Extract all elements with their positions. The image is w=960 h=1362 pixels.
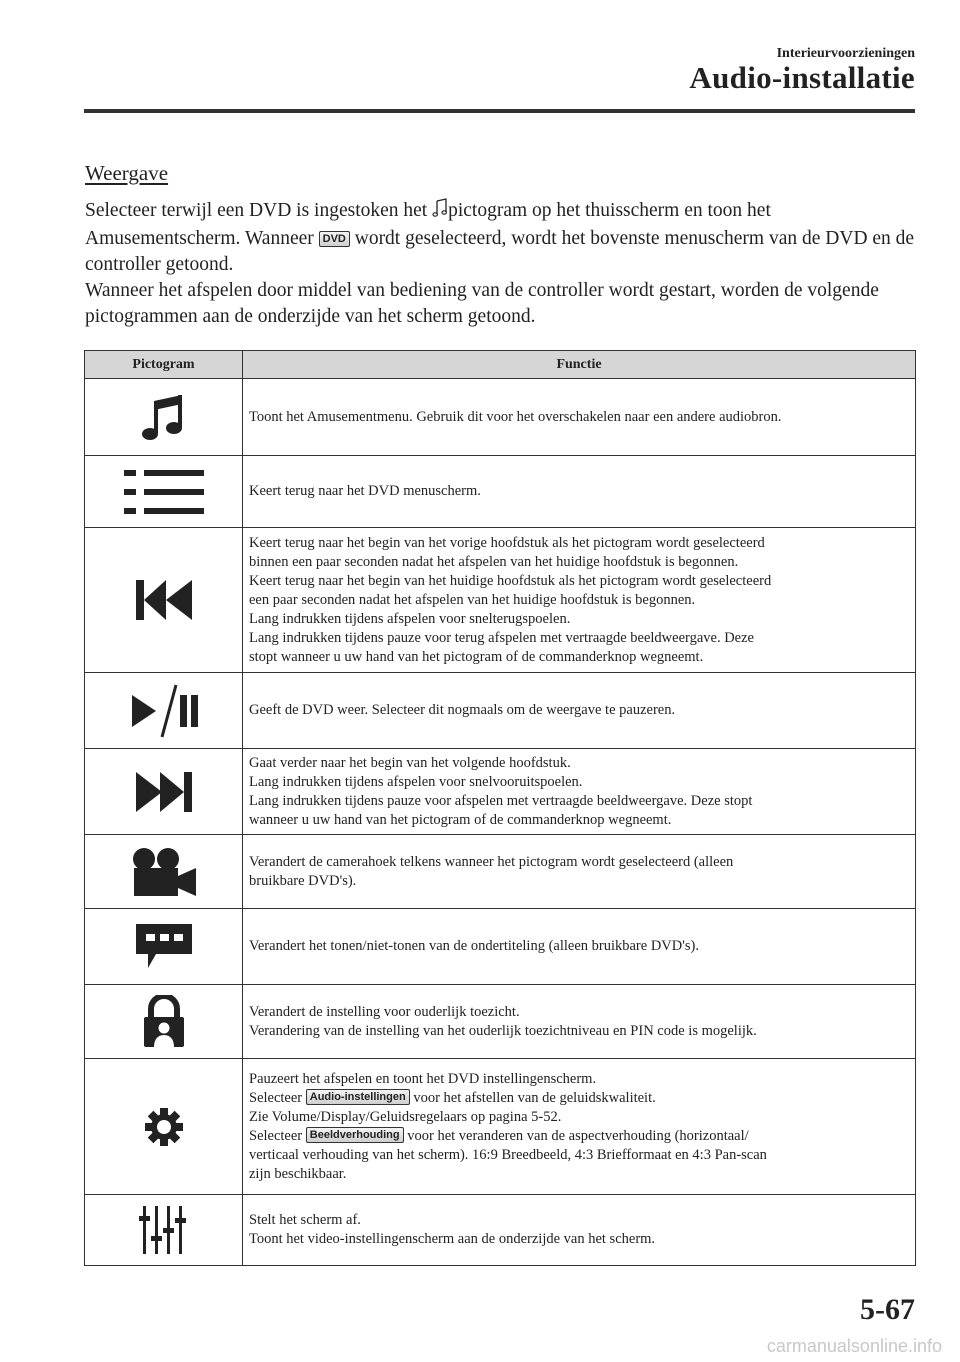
- settings-gear-icon: [144, 1107, 184, 1147]
- table-row: [85, 379, 916, 456]
- subtitle-icon: [136, 924, 192, 970]
- aspect-ratio-button-chip: Beeldverhouding: [306, 1127, 404, 1143]
- intro-paragraph-2: Wanneer het afspelen door middel van bediening van de controller wordt gestart, worden de volgende pictogrammen aan de onderzijde van het scherm getoond.: [85, 280, 879, 327]
- header-divider: [84, 109, 915, 113]
- page-number: 5-67: [860, 1293, 915, 1326]
- header-category: Interieurvoorzieningen: [776, 46, 915, 61]
- watermark: carmanualsonline.info: [766, 1336, 942, 1356]
- function-text: Pauzeert het afspelen en toont het DVD instellingenscherm. Selecteer Audio-instellingen voor het afstellen van de geluidskwaliteit. Zie Volume/Display/Geluidsregelaars op pagina 5-52. Selecteer Beeldverhouding voor het veranderen van de aspectverhouding (horizontaal/ verticaal verhouding van het scherm). 16:9 Breedbeeld, 4:3 Briefformaat en 4:3 Pan-scan zijn beschikbaar.: [243, 1059, 916, 1195]
- play-pause-icon: [128, 683, 200, 739]
- audio-settings-button-chip: Audio-instellingen: [306, 1089, 410, 1105]
- camera-angle-icon: [130, 846, 198, 898]
- table-row: [85, 749, 916, 835]
- col-header-function: Functie: [243, 351, 916, 379]
- function-text: Verandert de camerahoek telkens wanneer het pictogram wordt geselecteerd (alleen bruikbare DVD's).: [243, 835, 916, 909]
- list-menu-icon: [124, 468, 204, 516]
- table-row: [85, 1059, 916, 1195]
- function-text: Verandert de instelling voor ouderlijk toezicht. Verandering van de instelling van het ouderlijk toezichtniveau en PIN code is mogelijk.: [243, 985, 916, 1059]
- display-adjust-icon: [139, 1206, 189, 1254]
- table-row: [85, 835, 916, 909]
- skip-next-icon: [136, 772, 192, 812]
- function-text: Toont het Amusementmenu. Gebruik dit voor het overschakelen naar een andere audiobron.: [243, 379, 916, 456]
- table-header-row: [85, 351, 916, 379]
- function-text: Keert terug naar het begin van het vorige hoofdstuk als het pictogram wordt geselecteerd binnen een paar seconden nadat het afspelen van het huidige hoofdstuk is begonnen. Keert terug naar het begin van het huidige hoofdstuk als het pictogram wordt geselecteerd een paar seconden nadat het afspelen van het huidige hoofdstuk is begonnen. Lang indrukken tijdens afspelen voor snelterugspoelen. Lang indrukken tijdens pauze voor terug afspelen met vertraagde beeldweergave. Deze stopt wanneer u uw hand van het pictogram of de commanderknop wegneemt.: [243, 528, 916, 673]
- table-row: [85, 456, 916, 528]
- intro-text: [85, 198, 915, 330]
- music-note-icon: [432, 198, 448, 226]
- dvd-button-chip: DVD: [319, 231, 350, 247]
- col-header-icon: Pictogram: [85, 351, 243, 379]
- header-title: Audio-installatie: [689, 60, 915, 95]
- section-title: Weergave: [85, 161, 169, 185]
- table-row: [85, 1195, 916, 1266]
- music-note-icon: [140, 391, 188, 443]
- skip-previous-icon: [136, 580, 192, 620]
- function-text: Geeft de DVD weer. Selecteer dit nogmaals om de weergave te pauzeren.: [243, 673, 916, 749]
- intro-paragraph-1: Selecteer terwijl een DVD is ingestoken het pictogram op het thuisscherm en toon het Amusementscherm. Wanneer DVD wordt geselecteerd, wordt het bovenste menuscherm van de DVD en de controller getoond.: [85, 200, 915, 275]
- table-row: [85, 673, 916, 749]
- parental-lock-icon: [142, 995, 186, 1049]
- function-text: Keert terug naar het DVD menuscherm.: [243, 456, 916, 528]
- table-row: [85, 985, 916, 1059]
- table-row: [85, 909, 916, 985]
- function-text: Gaat verder naar het begin van het volgende hoofdstuk. Lang indrukken tijdens afspelen voor snelvooruitspoelen. Lang indrukken tijdens pauze voor afspelen met vertraagde beeldweergave. Deze stopt wanneer u uw hand van het pictogram of de commanderknop wegneemt.: [243, 749, 916, 835]
- function-text: Stelt het scherm af. Toont het video-instellingenscherm aan de onderzijde van het scherm.: [243, 1195, 916, 1266]
- table-row: [85, 528, 916, 673]
- function-text: Verandert het tonen/niet-tonen van de ondertiteling (alleen bruikbare DVD's).: [243, 909, 916, 985]
- icon-function-table: [84, 350, 916, 1266]
